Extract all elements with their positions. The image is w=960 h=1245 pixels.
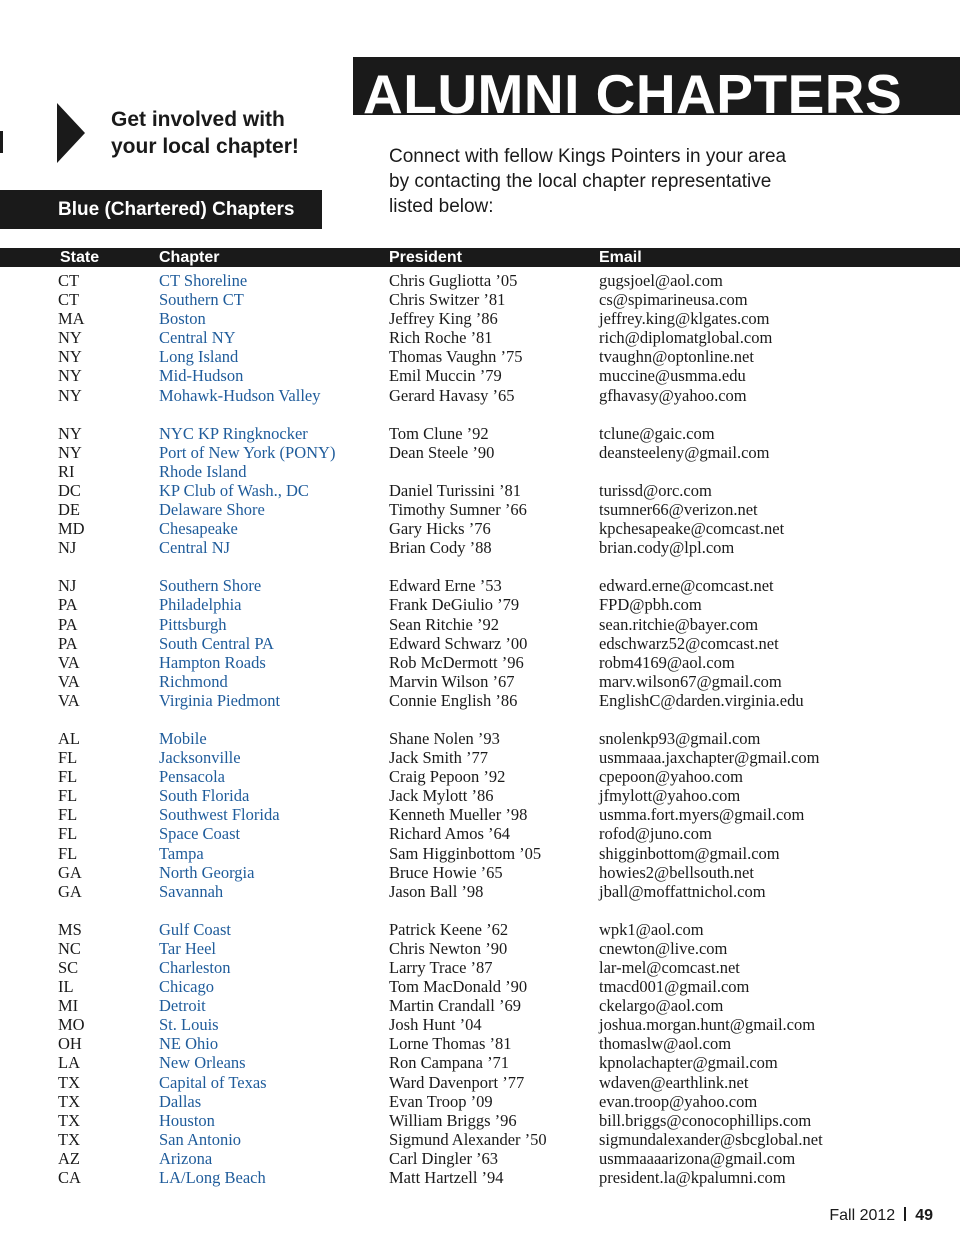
chapter-state: CT: [58, 290, 80, 310]
chapter-state: MO: [58, 1015, 85, 1035]
chapter-name-link[interactable]: Chesapeake: [159, 519, 238, 539]
chapter-president: Jason Ball ’98: [389, 881, 484, 901]
chapter-name-link[interactable]: Pensacola: [159, 767, 225, 787]
table-row: [0, 443, 960, 462]
chapter-name-link[interactable]: Hampton Roads: [159, 652, 266, 672]
table-row: [0, 1111, 960, 1130]
chapter-name-link[interactable]: Space Coast: [159, 824, 241, 844]
chapter-state: MA: [58, 309, 85, 329]
table-row: [0, 767, 960, 786]
table-row: [0, 939, 960, 958]
page-footer: [829, 1206, 933, 1226]
column-header-email: Email: [599, 249, 642, 266]
chapter-email: snolenkp93@gmail.com: [599, 728, 761, 748]
chapter-president: Matt Hartzell ’94: [389, 1168, 504, 1188]
chapter-email: EnglishC@darden.virginia.edu: [599, 690, 804, 710]
chapter-state: MI: [58, 996, 79, 1016]
chapter-name-link[interactable]: LA/Long Beach: [159, 1168, 266, 1188]
chapter-state: CA: [58, 1168, 81, 1188]
chapter-name-link[interactable]: St. Louis: [159, 1015, 219, 1035]
chapter-president: Evan Troop ’09: [389, 1091, 493, 1111]
page-number: 49: [915, 1207, 933, 1224]
table-row: [0, 1130, 960, 1149]
chapter-president: Ward Davenport ’77: [389, 1072, 525, 1092]
table-row: [0, 691, 960, 710]
chapter-name-link[interactable]: Dallas: [159, 1091, 202, 1111]
chapter-president: Kenneth Mueller ’98: [389, 805, 528, 825]
chapter-email: bill.briggs@conocophillips.com: [599, 1110, 812, 1130]
arrow-right-icon: [57, 103, 85, 163]
chapter-state: VA: [58, 652, 80, 672]
table-row: [0, 576, 960, 595]
table-row: [0, 958, 960, 977]
chapter-name-link[interactable]: Southwest Florida: [159, 805, 280, 825]
table-row: [0, 1053, 960, 1072]
chapter-president: Frank DeGiulio ’79: [389, 595, 520, 615]
chapter-state: NY: [58, 328, 82, 348]
chapter-email: edward.erne@comcast.net: [599, 576, 774, 596]
chapter-state: PA: [58, 614, 78, 634]
chapter-email: tclune@gaic.com: [599, 423, 715, 443]
table-row: [0, 920, 960, 939]
title-banner: [353, 57, 960, 115]
chapter-president: Jeffrey King ’86: [389, 309, 498, 329]
chapter-state: VA: [58, 690, 80, 710]
table-row: [0, 653, 960, 672]
table-row: [0, 786, 960, 805]
chapter-president: Rob McDermott ’96: [389, 652, 524, 672]
section-banner: [0, 190, 322, 229]
chapter-email: FPD@pbh.com: [599, 595, 702, 615]
chapter-president: Sean Ritchie ’92: [389, 614, 499, 634]
chapter-president: Daniel Turissini ’81: [389, 480, 522, 500]
chapter-state: NJ: [58, 538, 77, 558]
table-header: [0, 248, 960, 267]
tagline-line-1: Get involved with: [111, 108, 285, 131]
chapter-president: Marvin Wilson ’67: [389, 671, 515, 691]
chapter-state: CT: [58, 271, 80, 290]
table-row: [0, 271, 960, 290]
chapter-name-link[interactable]: Southern Shore: [159, 576, 262, 596]
chapter-name-link[interactable]: Richmond: [159, 671, 228, 691]
chapter-name-link[interactable]: Rhode Island: [159, 461, 247, 481]
table-row: [0, 615, 960, 634]
chapter-email: wpk1@aol.com: [599, 919, 704, 939]
chapter-email: gugsjoel@aol.com: [599, 271, 723, 290]
table-row: [0, 1073, 960, 1092]
chapter-email: rich@diplomatglobal.com: [599, 328, 773, 348]
column-header-state: State: [60, 249, 100, 266]
chapter-email: turissd@orc.com: [599, 480, 712, 500]
chapter-state: LA: [58, 1053, 80, 1073]
chapter-email: deansteeleny@gmail.com: [599, 442, 770, 462]
chapter-president: Dean Steele ’90: [389, 442, 495, 462]
chapter-name-link[interactable]: Delaware Shore: [159, 500, 265, 520]
chapter-email: gfhavasy@yahoo.com: [599, 385, 747, 405]
chapter-group: [0, 271, 960, 405]
chapter-email: cs@spimarineusa.com: [599, 290, 748, 310]
chapter-state: NY: [58, 385, 82, 405]
chapter-name-link[interactable]: Tar Heel: [159, 938, 217, 958]
chapter-president: Sigmund Alexander ’50: [389, 1129, 547, 1149]
chapter-state: VA: [58, 671, 80, 691]
chapter-state: NC: [58, 938, 81, 958]
chapter-president: Edward Erne ’53: [389, 576, 502, 596]
chapter-name-link[interactable]: South Florida: [159, 786, 250, 806]
page-title: ALUMNI CHAPTERS: [363, 63, 903, 115]
chapter-president: Chris Gugliotta ’05: [389, 271, 518, 290]
chapter-president: Sam Higginbottom ’05: [389, 843, 542, 863]
chapter-name-link[interactable]: Arizona: [159, 1148, 213, 1168]
chapter-president: Ron Campana ’71: [389, 1053, 510, 1073]
table-row: [0, 996, 960, 1015]
chapter-name-link[interactable]: NE Ohio: [159, 1034, 219, 1054]
chapter-president: Richard Amos ’64: [389, 824, 510, 844]
chapter-name-link[interactable]: Port of New York (PONY): [159, 442, 336, 462]
chapter-state: MS: [58, 919, 82, 939]
intro-line-2: by contacting the local chapter representative: [389, 171, 772, 192]
chapter-president: Connie English ’86: [389, 690, 518, 710]
chapter-name-link[interactable]: Jacksonville: [159, 748, 241, 768]
chapter-email: edschwarz52@comcast.net: [599, 633, 779, 653]
chapter-state: NY: [58, 366, 82, 386]
chapter-state: FL: [58, 824, 78, 844]
chapter-name-link[interactable]: Boston: [159, 309, 206, 329]
chapter-name-link[interactable]: Chicago: [159, 977, 214, 997]
chapter-state: PA: [58, 595, 78, 615]
chapter-name-link[interactable]: Detroit: [159, 996, 206, 1016]
chapter-president: Thomas Vaughn ’75: [389, 347, 523, 367]
chapter-email: joshua.morgan.hunt@gmail.com: [599, 1015, 816, 1035]
table-row: [0, 328, 960, 347]
chapter-name-link[interactable]: North Georgia: [159, 862, 255, 882]
table-row: [0, 481, 960, 500]
chapter-email: tsumner66@verizon.net: [599, 500, 758, 520]
chapter-state: AL: [58, 728, 80, 748]
chapter-name-link[interactable]: Philadelphia: [159, 595, 242, 615]
chapter-email: ckelargo@aol.com: [599, 996, 724, 1016]
chapter-president: Tom MacDonald ’90: [389, 977, 528, 997]
chapter-email: president.la@kpalumni.com: [599, 1168, 786, 1188]
chapter-president: Josh Hunt ’04: [389, 1015, 482, 1035]
chapter-name-link[interactable]: Mohawk-Hudson Valley: [159, 385, 321, 405]
chapter-state: TX: [58, 1129, 80, 1149]
chapter-email: marv.wilson67@gmail.com: [599, 671, 782, 691]
intro-text: [389, 144, 849, 219]
chapter-name-link[interactable]: New Orleans: [159, 1053, 246, 1073]
chapter-email: jball@moffattnichol.com: [599, 881, 766, 901]
chapter-name-link[interactable]: Pittsburgh: [159, 614, 227, 634]
table-row: [0, 805, 960, 824]
chapter-name-link[interactable]: Gulf Coast: [159, 919, 231, 939]
chapter-email: evan.troop@yahoo.com: [599, 1091, 758, 1111]
table-row: [0, 462, 960, 481]
table-row: [0, 863, 960, 882]
chapter-name-link[interactable]: Long Island: [159, 347, 239, 367]
chapter-state: NY: [58, 423, 82, 443]
chapter-president: Jack Mylott ’86: [389, 786, 494, 806]
chapter-state: RI: [58, 461, 75, 481]
table-row: [0, 1092, 960, 1111]
table-row: [0, 595, 960, 614]
chapter-email: usmma.fort.myers@gmail.com: [599, 805, 805, 825]
chapter-email: tmacd001@gmail.com: [599, 977, 750, 997]
chapter-state: GA: [58, 881, 82, 901]
chapter-state: FL: [58, 843, 78, 863]
chapter-name-link[interactable]: Southern CT: [159, 290, 244, 310]
chapter-president: Edward Schwarz ’00: [389, 633, 528, 653]
chapter-state: TX: [58, 1110, 80, 1130]
chapter-president: Craig Pepoon ’92: [389, 767, 506, 787]
table-row: [0, 824, 960, 843]
table-row: [0, 424, 960, 443]
chapter-email: thomaslw@aol.com: [599, 1034, 732, 1054]
intro-line-3: listed below:: [389, 196, 494, 217]
chapter-name-link[interactable]: Savannah: [159, 881, 224, 901]
table-row: [0, 844, 960, 863]
chapter-email: robm4169@aol.com: [599, 652, 735, 672]
chapter-state: DE: [58, 500, 80, 520]
table-row: [0, 290, 960, 309]
column-header-chapter: Chapter: [159, 249, 220, 266]
chapter-state: MD: [58, 519, 85, 539]
table-row: [0, 538, 960, 557]
chapter-email: kpnolachapter@gmail.com: [599, 1053, 778, 1073]
table-row: [0, 1168, 960, 1187]
chapter-state: PA: [58, 633, 78, 653]
chapter-name-link[interactable]: NYC KP Ringknocker: [159, 423, 308, 443]
chapter-group: [0, 576, 960, 710]
chapter-state: NY: [58, 442, 82, 462]
table-row: [0, 519, 960, 538]
chapter-president: Patrick Keene ’62: [389, 919, 509, 939]
chapter-president: Rich Roche ’81: [389, 328, 493, 348]
issue-label: Fall 2012: [829, 1207, 896, 1224]
chapter-president: Bruce Howie ’65: [389, 862, 503, 882]
chapter-email: shigginbottom@gmail.com: [599, 843, 780, 863]
chapter-state: IL: [58, 977, 74, 997]
table-row: [0, 1149, 960, 1168]
table-row: [0, 882, 960, 901]
chapter-president: Timothy Sumner ’66: [389, 500, 527, 520]
chapter-email: muccine@usmma.edu: [599, 366, 746, 386]
chapter-president: Chris Switzer ’81: [389, 290, 506, 310]
chapter-president: Chris Newton ’90: [389, 938, 508, 958]
chapter-state: SC: [58, 958, 79, 977]
chapter-name-link[interactable]: Charleston: [159, 958, 231, 977]
chapter-email: wdaven@earthlink.net: [599, 1072, 749, 1092]
chapter-group: [0, 424, 960, 558]
chapter-name-link[interactable]: San Antonio: [159, 1129, 242, 1149]
chapter-president: Gary Hicks ’76: [389, 519, 491, 539]
chapter-name-link[interactable]: KP Club of Wash., DC: [159, 480, 309, 500]
intro-line-1: Connect with fellow Kings Pointers in your area: [389, 146, 787, 167]
chapter-email: cnewton@live.com: [599, 938, 728, 958]
chapter-email: rofod@juno.com: [599, 824, 712, 844]
table-row: [0, 386, 960, 405]
chapter-name-link[interactable]: Tampa: [159, 843, 204, 863]
table-row: [0, 729, 960, 748]
chapter-president: Martin Crandall ’69: [389, 996, 521, 1016]
table-row: [0, 500, 960, 519]
chapter-president: Carl Dingler ’63: [389, 1148, 499, 1168]
chapter-email: jeffrey.king@klgates.com: [599, 309, 770, 329]
table-row: [0, 347, 960, 366]
column-header-president: President: [389, 249, 462, 266]
chapter-president: Lorne Thomas ’81: [389, 1034, 512, 1054]
chapter-email: cpepoon@yahoo.com: [599, 767, 743, 787]
chapter-state: NY: [58, 347, 82, 367]
chapter-email: lar-mel@comcast.net: [599, 958, 740, 977]
chapter-group: [0, 729, 960, 901]
chapter-email: tvaughn@optonline.net: [599, 347, 754, 367]
chapter-name-link[interactable]: Mid-Hudson: [159, 366, 244, 386]
chapter-name-link[interactable]: Houston: [159, 1110, 215, 1130]
chapter-president: Brian Cody ’88: [389, 538, 492, 558]
chapter-name-link[interactable]: Virginia Piedmont: [159, 690, 281, 710]
chapter-name-link[interactable]: Central NY: [159, 328, 236, 348]
chapter-president: Shane Nolen ’93: [389, 728, 500, 748]
chapter-email: usmmaaa.jaxchapter@gmail.com: [599, 748, 820, 768]
chapter-state: TX: [58, 1091, 80, 1111]
table-row: [0, 1034, 960, 1053]
chapter-president: Emil Muccin ’79: [389, 366, 502, 386]
chapter-state: FL: [58, 805, 78, 825]
chapter-state: FL: [58, 748, 78, 768]
chapter-email: kpchesapeake@comcast.net: [599, 519, 785, 539]
table-row: [0, 977, 960, 996]
table-row: [0, 366, 960, 385]
chapter-state: DC: [58, 480, 81, 500]
chapter-email: brian.cody@lpl.com: [599, 538, 735, 558]
chapter-state: NJ: [58, 576, 77, 596]
table-row: [0, 672, 960, 691]
chapter-table: [0, 271, 960, 1206]
footer-divider: [904, 1207, 906, 1221]
chapter-name-link[interactable]: Central NJ: [159, 538, 231, 558]
table-row: [0, 634, 960, 653]
section-title: Blue (Chartered) Chapters: [58, 199, 295, 220]
chapter-email: sean.ritchie@bayer.com: [599, 614, 759, 634]
chapter-state: FL: [58, 786, 78, 806]
chapter-president: Jack Smith ’77: [389, 748, 488, 768]
tagline-line-2: your local chapter!: [111, 135, 299, 158]
chapter-email: sigmundalexander@sbcglobal.net: [599, 1129, 823, 1149]
chapter-state: TX: [58, 1072, 80, 1092]
chapter-state: FL: [58, 767, 78, 787]
edge-tab-marker: [0, 131, 3, 153]
tagline: [111, 106, 299, 160]
chapter-email: howies2@bellsouth.net: [599, 862, 754, 882]
chapter-state: OH: [58, 1034, 82, 1054]
chapter-email: usmmaaaarizona@gmail.com: [599, 1148, 796, 1168]
chapter-president: William Briggs ’96: [389, 1110, 517, 1130]
chapter-name-link[interactable]: South Central PA: [159, 633, 274, 653]
table-row: [0, 309, 960, 328]
table-row: [0, 748, 960, 767]
chapter-state: GA: [58, 862, 82, 882]
chapter-name-link[interactable]: CT Shoreline: [159, 271, 248, 290]
chapter-name-link[interactable]: Capital of Texas: [159, 1072, 267, 1092]
chapter-email: jfmylott@yahoo.com: [599, 786, 741, 806]
chapter-state: AZ: [58, 1148, 80, 1168]
chapter-president: Larry Trace ’87: [389, 958, 493, 977]
chapter-president: Tom Clune ’92: [389, 423, 489, 443]
chapter-name-link[interactable]: Mobile: [159, 728, 207, 748]
chapter-president: Gerard Havasy ’65: [389, 385, 515, 405]
table-row: [0, 1015, 960, 1034]
chapter-group: [0, 920, 960, 1187]
